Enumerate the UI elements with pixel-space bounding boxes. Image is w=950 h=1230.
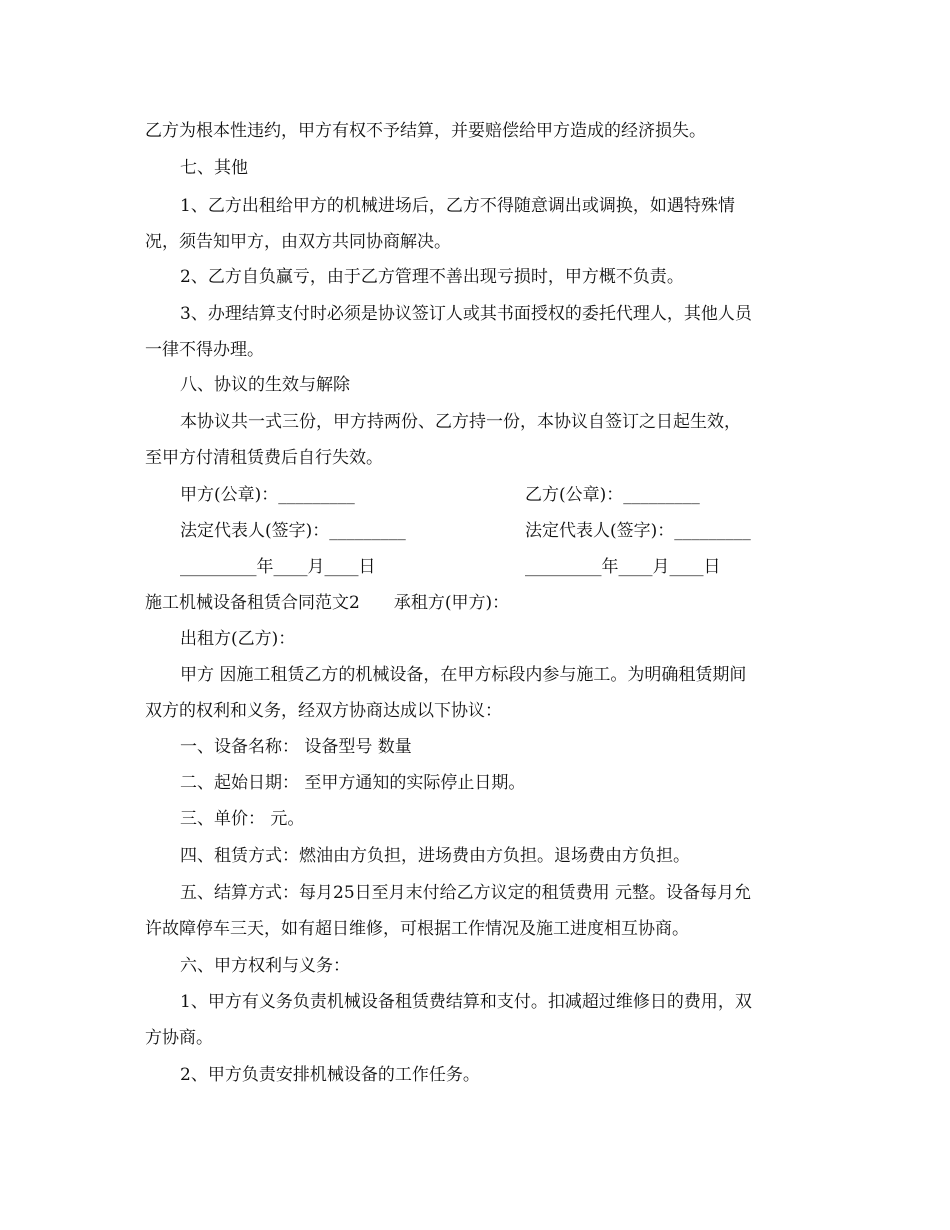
paragraph-line: 一律不得办理。: [145, 340, 264, 360]
paragraph-line: 乙方为根本性违约，甲方有权不予结算，并要赔偿给甲方造成的经济损失。: [145, 121, 706, 141]
paragraph-line: 2、乙方自负赢亏，由于乙方管理不善出现亏损时，甲方概不负责。: [180, 267, 684, 287]
paragraph-line: 出租方(乙方)：: [180, 629, 296, 649]
section-heading: 八、协议的生效与解除: [180, 375, 350, 395]
paragraph-line: 1、甲方有义务负责机械设备租赁费结算和支付。扣减超过维修日的费用，双: [180, 992, 752, 1012]
contract-title-line: 施工机械设备租赁合同范文2 承租方(甲方)：: [145, 593, 510, 613]
paragraph-line: 至甲方付清租赁费后自行失效。: [145, 448, 383, 468]
paragraph-line: 本协议共一式三份，甲方持两份、乙方持一份，本协议自签订之日起生效，: [180, 412, 741, 432]
paragraph-line: 双方的权利和义务，经双方协商达成以下协议：: [145, 701, 502, 721]
paragraph-line: 四、租赁方式：燃油由方负担，进场费由方负担。退场费由方负担。: [180, 846, 690, 866]
paragraph-line: 三、单价： 元。: [180, 809, 305, 829]
party-a-seal: 甲方(公章)：_________: [180, 485, 355, 505]
party-b-representative: 法定代表人(签字)：_________: [525, 521, 751, 541]
paragraph-line: 3、办理结算支付时必须是协议签订人或其书面授权的委托代理人，其他人员: [180, 304, 752, 324]
paragraph-line: 况，须告知甲方，由双方共同协商解决。: [145, 232, 451, 252]
paragraph-line: 二、起始日期： 至甲方通知的实际停止日期。: [180, 773, 526, 793]
paragraph-line: 一、设备名称： 设备型号 数量: [180, 737, 412, 757]
party-a-representative: 法定代表人(签字)：_________: [180, 521, 406, 541]
party-a-date: _________年____月____日: [180, 557, 376, 577]
section-heading: 七、其他: [180, 158, 248, 178]
party-b-seal: 乙方(公章)：_________: [525, 485, 700, 505]
section-heading: 六、甲方权利与义务：: [180, 956, 350, 976]
paragraph-line: 1、乙方出租给甲方的机械进场后，乙方不得随意调出或调换，如遇特殊情: [180, 196, 735, 216]
party-b-date: _________年____月____日: [525, 557, 721, 577]
paragraph-line: 甲方 因施工租赁乙方的机械设备，在甲方标段内参与施工。为明确租赁期间: [180, 665, 747, 685]
paragraph-line: 五、结算方式：每月25日至月末付给乙方议定的租赁费用 元整。设备每月允: [180, 883, 752, 903]
paragraph-line: 许故障停车三天，如有超日维修，可根据工作情况及施工进度相互协商。: [145, 919, 689, 939]
paragraph-line: 2、甲方负责安排机械设备的工作任务。: [180, 1065, 480, 1085]
paragraph-line: 方协商。: [145, 1028, 213, 1048]
